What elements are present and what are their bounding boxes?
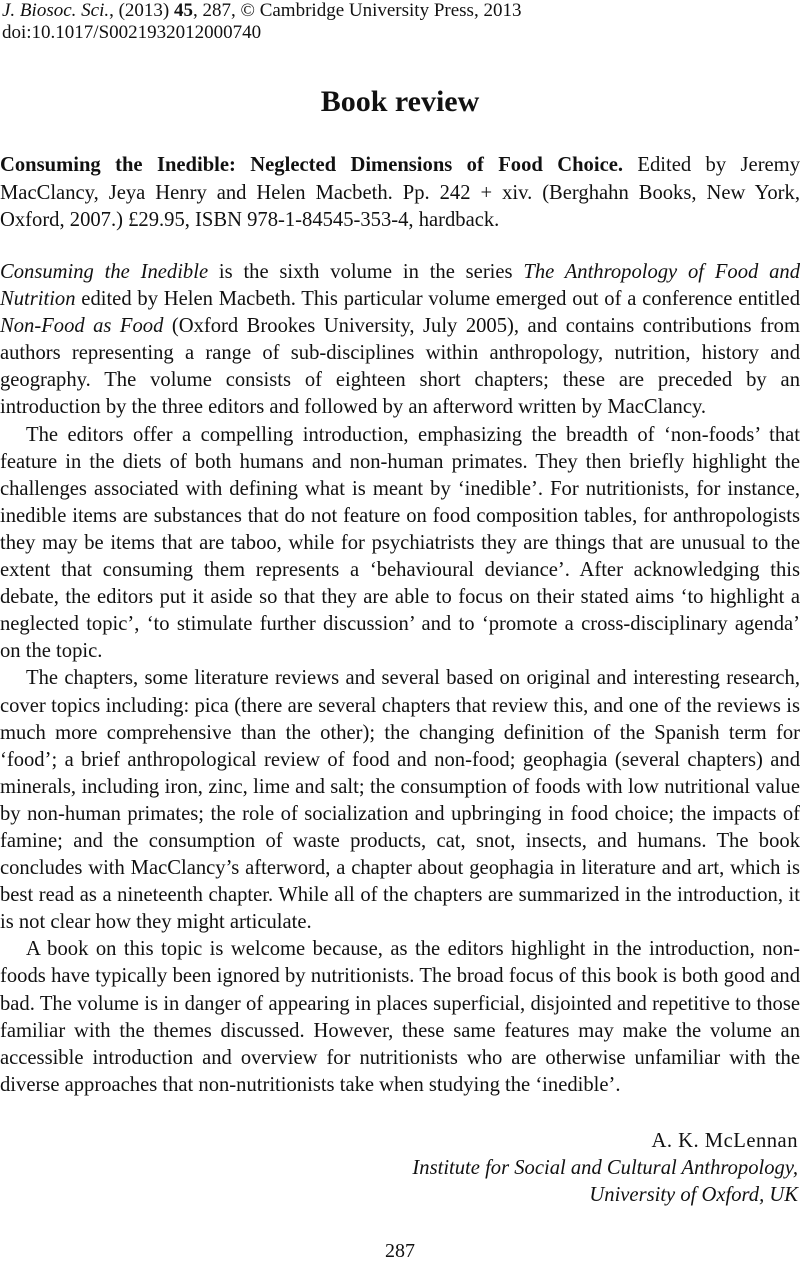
doi-line: doi:10.1017/S0021932012000740 — [2, 22, 262, 43]
review-body — [0, 259, 800, 1099]
journal-volume: 45 — [174, 0, 194, 21]
book-details: Edited by Jeremy MacClancy, Jeya Henry and Helen Macbeth. Pp. 242 + xiv. (Berghahn Books, New York, Oxford, 2007.) £29.95, ISBN 978-1-84545-353-4, hardback. — [0, 154, 800, 231]
p1-conference-title: Non-Food as Food — [0, 315, 164, 338]
reviewer-university: University of Oxford, UK — [589, 1184, 798, 1206]
paragraph-3: The chapters, some literature reviews and several based on original and interesting research, cover topics including: pica (there are several chapters that review this, and one of the reviews is much more comprehensive than the other); the changing definition of the Spanish term for ‘food’; a brief anthropological review of food and non-food; geophagia (several chapters) and minerals, including iron, zinc, lime and salt; the consumption of foods with low nutritional value by non-human primates; the role of socialization and upbringing in food choice; the impacts of famine; and the consumption of waste products, cat, snot, insects, and humans. The book concludes with MacClancy’s afterword, a chapter about geophagia in literature and art, which is best read as a nineteenth chapter. While all of the chapters are summarized in the introduction, it is not clear how they might articulate. — [0, 667, 800, 934]
reviewer-signature — [412, 1128, 798, 1209]
journal-header — [2, 0, 521, 44]
paragraph-1 — [0, 259, 800, 422]
p1-series-title: The Anthropology of Food and Nutrition — [0, 261, 800, 311]
journal-year: , (2013) — [109, 0, 175, 21]
p1-text-c: (Oxford Brookes University, July 2005), and contains contributions from authors representing a range of sub-disciplines within anthropology, nutrition, history and geography. The volume consists of eighteen short chapters; these are preceded by an introduction by the three editors and followed by an afterword written by MacClancy. — [0, 315, 800, 419]
reviewer-name: A. K. McLennan — [651, 1130, 798, 1152]
paragraph-4: A book on this topic is welcome because, as the editors highlight in the introduction, non-foods have typically been ignored by nutritionists. The broad focus of this book is both good and bad. The volume is in danger of appearing in places superficial, disjointed and repetitive to those familiar with the themes discussed. However, these same features may make the volume an accessible introduction and overview for nutritionists who are otherwise unfamiliar with the diverse approaches that non-nutritionists take when studying the ‘inedible’. — [0, 938, 800, 1096]
journal-name: J. Biosoc. Sci. — [2, 0, 110, 21]
paragraph-2: The editors offer a compelling introduction, emphasizing the breadth of ‘non-foods’ that feature in the diets of both humans and non-human primates. They then briefly highlight the challenges associated with defining what is meant by ‘inedible’. For nutritionists, for instance, inedible items are substances that do not feature on food composition tables, for anthropologists they may be items that are taboo, while for psychiatrists they are things that are unusual to the extent that consuming them represents a ‘behavioural deviance’. After acknowledging this debate, the editors put it aside so that they are able to focus on their stated aims ‘to highlight a neglected topic’, ‘to stimulate further discussion’ and to ‘promote a cross-disciplinary agenda’ on the topic. — [0, 423, 800, 663]
book-title: Consuming the Inedible: Neglected Dimensions of Food Choice. — [0, 154, 624, 176]
p1-book-title: Consuming the Inedible — [0, 261, 209, 283]
book-citation — [0, 152, 800, 235]
page-number: 287 — [385, 1240, 415, 1262]
journal-citation-line — [2, 0, 521, 22]
reviewer-institute: Institute for Social and Cultural Anthropology, — [412, 1157, 798, 1179]
p1-text-b: edited by Helen Macbeth. This particular volume emerged out of a conference entitled — [75, 288, 800, 311]
p1-text-a: is the sixth volume in the series — [208, 261, 524, 283]
journal-pages-copyright: , 287, © Cambridge University Press, 2013 — [193, 0, 522, 21]
page-title: Book review — [320, 85, 480, 118]
